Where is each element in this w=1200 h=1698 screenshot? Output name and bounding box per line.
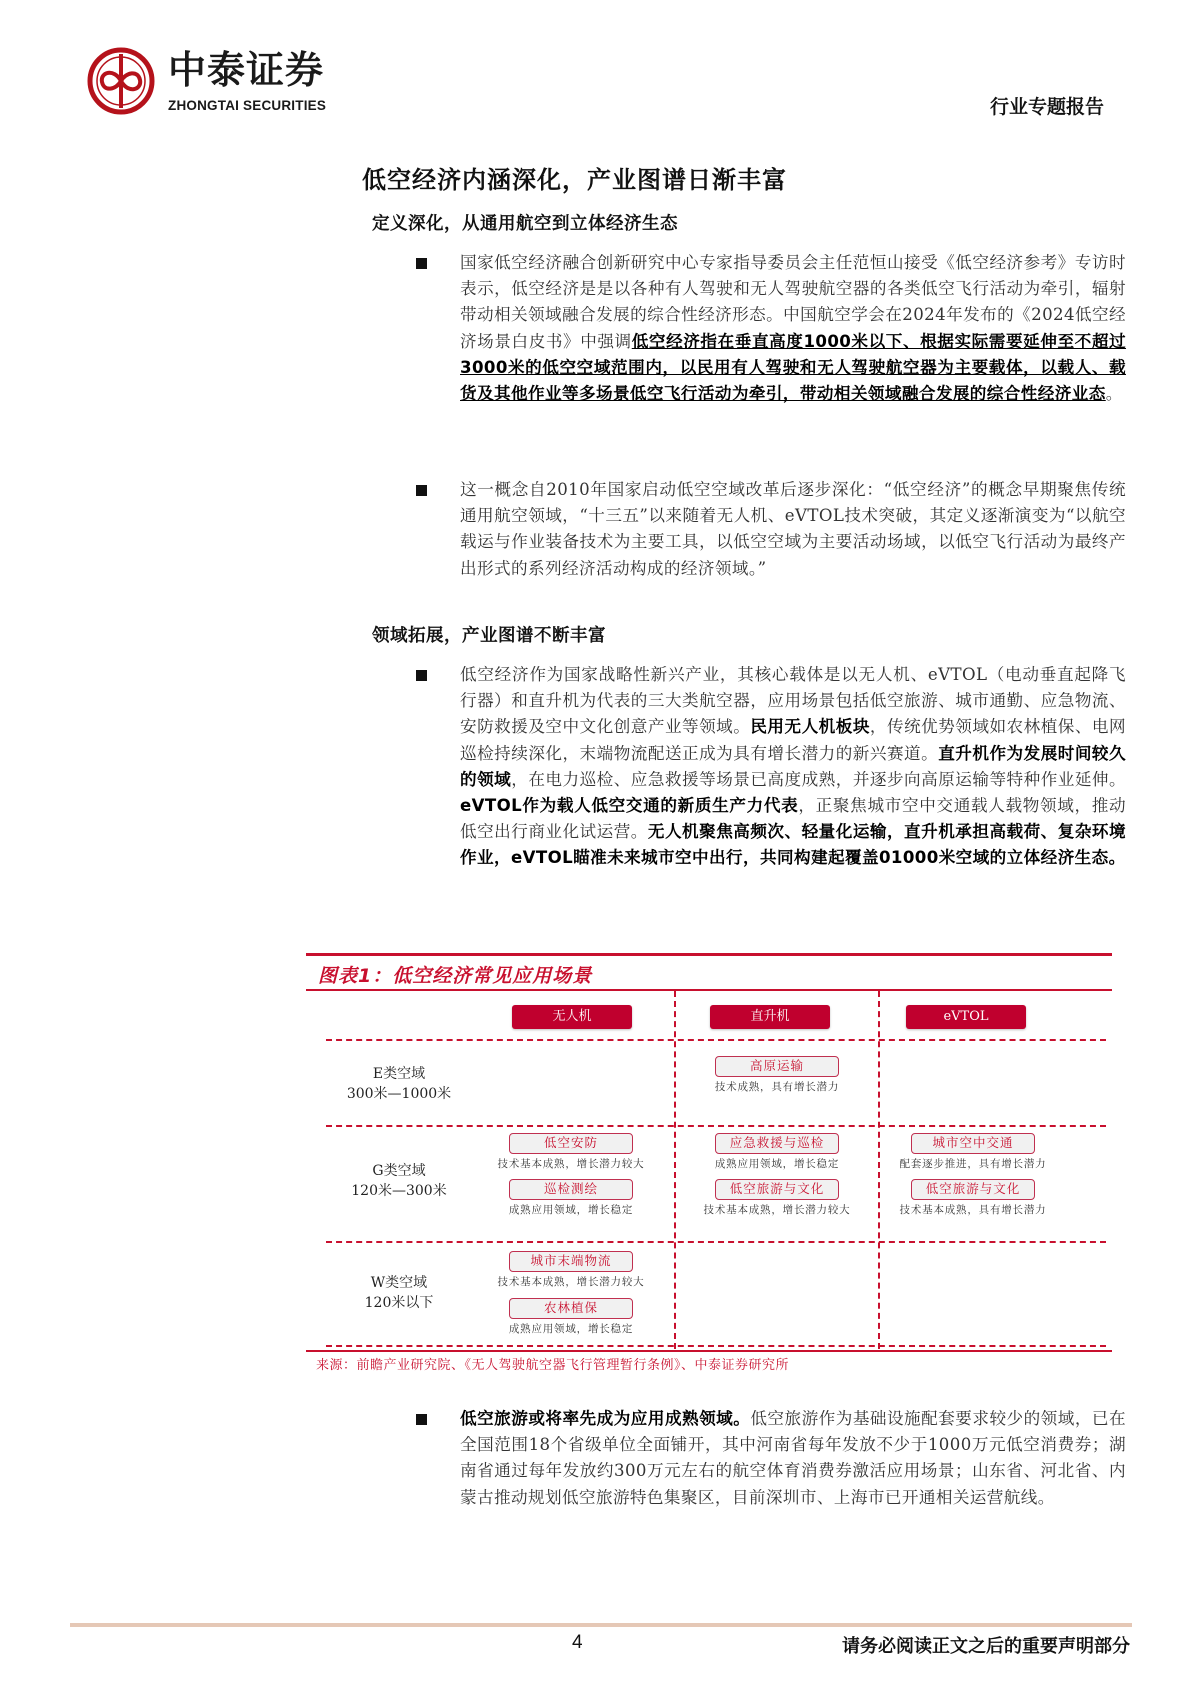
bullet-square-icon: [416, 670, 427, 681]
paragraph-text: [460, 477, 1126, 582]
scenario-label: 巡检测绘: [509, 1179, 633, 1200]
emphasis-summary: 无人机聚焦高频次、轻量化运输，直升机承担高载荷、复杂环境作业，eVTOL瞄准未来城市空中出行，共同构建起覆盖01000米空域的立体经济生态。: [460, 822, 1126, 868]
airspace-range: 120米—300米: [351, 1183, 447, 1199]
footer-rule: [70, 1623, 1132, 1627]
scenario-label: 应急救援与巡检: [715, 1133, 839, 1154]
airspace-class: E类空域: [372, 1066, 426, 1082]
scenario-label: 低空旅游与文化: [911, 1179, 1035, 1200]
column-divider: [878, 991, 880, 1349]
figure-top-rule: [306, 953, 1112, 956]
emphasis-drone: 民用无人机板块: [750, 717, 870, 737]
page-number: 4: [572, 1632, 583, 1653]
text-run: 这一概念自2010年国家启动低空空域改革后逐步深化：“低空经济”的概念早期聚焦传统通用航空领域，“十三五”以来随着无人机、eVTOL技术突破，其定义逐渐演变为“以航空载运与作业装备技术为主要工具，以低空空域为主要活动场域，以低空飞行活动为最终产出形式的系列经济活动构成的经济领域。”: [460, 480, 1126, 578]
scenario-description: 成熟应用领域，增长稳定: [714, 1158, 840, 1170]
text-run: ，传统优势领域如农林植保、电网巡检持续深化，末端物流配送正成为具有增长潜力的新兴赛道。: [460, 717, 1126, 763]
logo-chinese-name: 中泰证券: [168, 48, 325, 92]
emphasis-evtol: eVTOL作为载人低空交通的新质生产力代表: [460, 796, 799, 816]
scenario-label: 高原运输: [715, 1056, 839, 1077]
row-divider: [326, 1241, 1106, 1243]
text-run: 低空旅游作为基础设施配套要求较少的领域，已在全国范围18个省级单位全面铺开，其中河南省每年发放不少于1000万元低空消费券；湖南省通过每年发放约300万元左右的航空体育消费券激活应用场景；山东省、河北省、内蒙古推动规划低空旅游特色集聚区，目前深圳市、上海市已开通相关运营航线。: [460, 1409, 1126, 1507]
scenario-description: 技术基本成熟，具有增长潜力: [899, 1204, 1047, 1216]
figure-source: 来源：前瞻产业研究院、《无人驾驶航空器飞行管理暂行条例》、中泰证券研究所: [316, 1358, 790, 1373]
scenario-label: 低空旅游与文化: [715, 1179, 839, 1200]
bullet-square-icon: [416, 485, 427, 496]
scenario-urban-air-mobility: [888, 1133, 1058, 1171]
footer-disclaimer: 请务必阅读正文之后的重要声明部分: [842, 1636, 1130, 1657]
airspace-class: G类空域: [372, 1163, 426, 1179]
subsection-title-expansion: 领域拓展，产业图谱不断丰富: [372, 626, 606, 646]
text-run: 低空经济作为国家战略性新兴产业，其核心载体是以无人机、eVTOL（电动垂直起降飞行器）和直升机为代表的三大类航空器，应用场景包括低空旅游、城市通勤、应急物流、安防救援及空中文化创意产业等领域。: [460, 665, 1126, 737]
row-label-e-airspace: [324, 1064, 474, 1104]
figure-title-rule: [306, 989, 1112, 991]
scenario-tourism-culture-evtol: [888, 1179, 1058, 1217]
emphasis-definition: 低空经济指在垂直高度1000米以下、根据实际需要延伸至不超过3000米的低空空域范围内，以民用有人驾驶和无人驾驶航空器为主要载体，以载人、载货及其他作业等多场景低空飞行活动为牵引，带动相关领域融合发展的综合性经济业态: [460, 331, 1127, 404]
airspace-range: 300米—1000米: [346, 1086, 452, 1102]
paragraph-text: [460, 662, 1126, 872]
text-run: 国家低空经济融合创新研究中心专家指导委员会主任范恒山接受《低空经济参考》专访时表示，低空经济是是以各种有人驾驶和无人驾驶航空器的各类低空飞行活动为牵引，辐射带动相关领域融合发展的综合性经济形态。中国航空学会在2024年发布的《2024低空经济场景白皮书》中强调: [460, 253, 1126, 351]
column-divider: [674, 991, 676, 1349]
scenario-description: 技术基本成熟，增长潜力较大: [497, 1276, 645, 1288]
airspace-class: W类空域: [370, 1275, 428, 1291]
figure-title: 图表1：低空经济常见应用场景: [318, 965, 593, 987]
scenario-crop-protection: [486, 1298, 656, 1336]
section-title: 低空经济内涵深化，产业图谱日渐丰富: [362, 166, 787, 194]
scenario-emergency-rescue: [692, 1133, 862, 1171]
text-run: ，正聚焦城市空中交通载人载物领域，推动低空出行商业化试运营。: [460, 796, 1126, 842]
row-divider: [326, 1039, 1106, 1041]
scenario-label: 城市空中交通: [911, 1133, 1035, 1154]
column-header-evtol: eVTOL: [906, 1005, 1026, 1029]
paragraph-text: [460, 1406, 1126, 1511]
text-run: ，在电力巡检、应急救援等场景已高度成熟，并逐步向高原运输等特种作业延伸。: [511, 769, 1127, 789]
scenario-low-altitude-security: [486, 1133, 656, 1171]
scenario-inspection-mapping: [486, 1179, 656, 1217]
report-type-label: 行业专题报告: [989, 96, 1104, 118]
zhongtai-logo-icon: [86, 46, 156, 116]
scenario-description: 技术基本成熟，增长潜力较大: [703, 1204, 851, 1216]
column-header-helicopter: 直升机: [710, 1005, 830, 1029]
emphasis-tourism: 低空旅游或将率先成为应用成熟领域。: [460, 1409, 751, 1428]
bullet-square-icon: [416, 1414, 427, 1425]
row-label-g-airspace: [324, 1161, 474, 1201]
text-run: 。: [1105, 384, 1123, 404]
column-header-drone: 无人机: [512, 1005, 632, 1029]
row-label-w-airspace: [324, 1273, 474, 1313]
scenario-plateau-transport: [692, 1056, 862, 1094]
scenario-last-mile-logistics: [486, 1251, 656, 1289]
figure-bottom-rule: [306, 1350, 1112, 1352]
scenario-description: 成熟应用领域，增长稳定: [508, 1204, 634, 1216]
logo-english-name: ZHONGTAI SECURITIES: [168, 98, 327, 113]
emphasis-helicopter: 直升机作为发展时间较久的领域: [460, 743, 1127, 789]
scenario-description: 成熟应用领域，增长稳定: [508, 1323, 634, 1335]
scenario-description: 技术基本成熟，增长潜力较大: [497, 1158, 645, 1170]
scenario-description: 配套逐步推进，具有增长潜力: [899, 1158, 1047, 1170]
figure-application-scenarios: [306, 953, 1112, 1373]
airspace-range: 120米以下: [364, 1295, 434, 1311]
subsection-title-definition: 定义深化，从通用航空到立体经济生态: [372, 214, 678, 234]
scenario-tourism-culture-heli: [692, 1179, 862, 1217]
scenario-description: 技术成熟，具有增长潜力: [714, 1081, 840, 1093]
paragraph-text: [460, 250, 1126, 407]
row-divider: [326, 1125, 1106, 1127]
bullet-square-icon: [416, 258, 427, 269]
row-divider: [326, 1345, 1106, 1347]
scenario-label: 农林植保: [509, 1298, 633, 1319]
scenario-label: 城市末端物流: [509, 1251, 633, 1272]
scenario-label: 低空安防: [509, 1133, 633, 1154]
